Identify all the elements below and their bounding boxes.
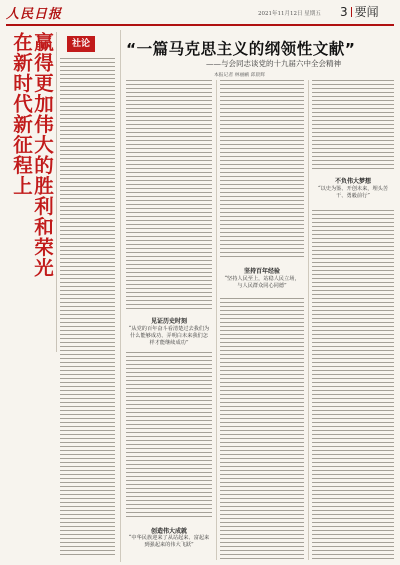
dateline: 2021年11月12日 星期五 bbox=[258, 11, 321, 17]
section-title-3: 不负伟大梦想 bbox=[334, 178, 371, 185]
article-byline: 本报记者 林丽鹂 邱晨辉 bbox=[214, 73, 266, 78]
editorial-banner bbox=[6, 32, 57, 352]
banner-line-1: 在新时代新征程上 bbox=[10, 32, 33, 196]
article-subheadline: ——与会同志谈党的十九届六中全会精神 bbox=[206, 59, 341, 68]
section-quote-4: “中华民族迎来了从站起来、富起来到强起来的伟大飞跃” bbox=[128, 535, 210, 548]
editorial-body-text bbox=[60, 58, 115, 558]
page-divider bbox=[351, 7, 352, 17]
column-divider bbox=[216, 80, 217, 560]
article-text-block bbox=[220, 80, 304, 260]
page-number: 3 bbox=[340, 5, 348, 19]
section-title-2: 坚持百年经验 bbox=[243, 268, 280, 275]
article-headline: “一篇马克思主义的纲领性文献” bbox=[126, 40, 356, 58]
section-quote-3: “以史为鉴、开创未来，埋头苦干、勇毅前行” bbox=[317, 186, 389, 199]
article-text-block bbox=[312, 80, 394, 170]
header-rule bbox=[6, 24, 394, 26]
section-title-4: 创造伟大成就 bbox=[150, 528, 187, 535]
masthead-logo: 人民日报 bbox=[6, 7, 63, 22]
section-title-1: 见证历史时刻 bbox=[150, 318, 187, 325]
page-indicator bbox=[340, 3, 379, 20]
page-section: 要闻 bbox=[354, 5, 379, 19]
column-divider bbox=[120, 30, 121, 562]
article-text-block bbox=[312, 210, 394, 560]
editorial-label: 社论 bbox=[67, 36, 95, 52]
banner-line-2: 赢得更加伟大的胜利和荣光 bbox=[31, 32, 54, 278]
page-header bbox=[0, 0, 400, 24]
article-text-block bbox=[126, 80, 212, 310]
column-divider bbox=[308, 80, 309, 560]
article-text-block bbox=[126, 352, 212, 520]
section-quote-2: “坚持人民至上，站稳人民立场，与人民群众同心同德” bbox=[224, 276, 300, 289]
section-quote-1: “从党的百年奋斗看清楚过去我们为什么能够成功、弄明白未来我们怎样才能继续成功” bbox=[128, 326, 210, 346]
article-text-block bbox=[220, 298, 304, 560]
